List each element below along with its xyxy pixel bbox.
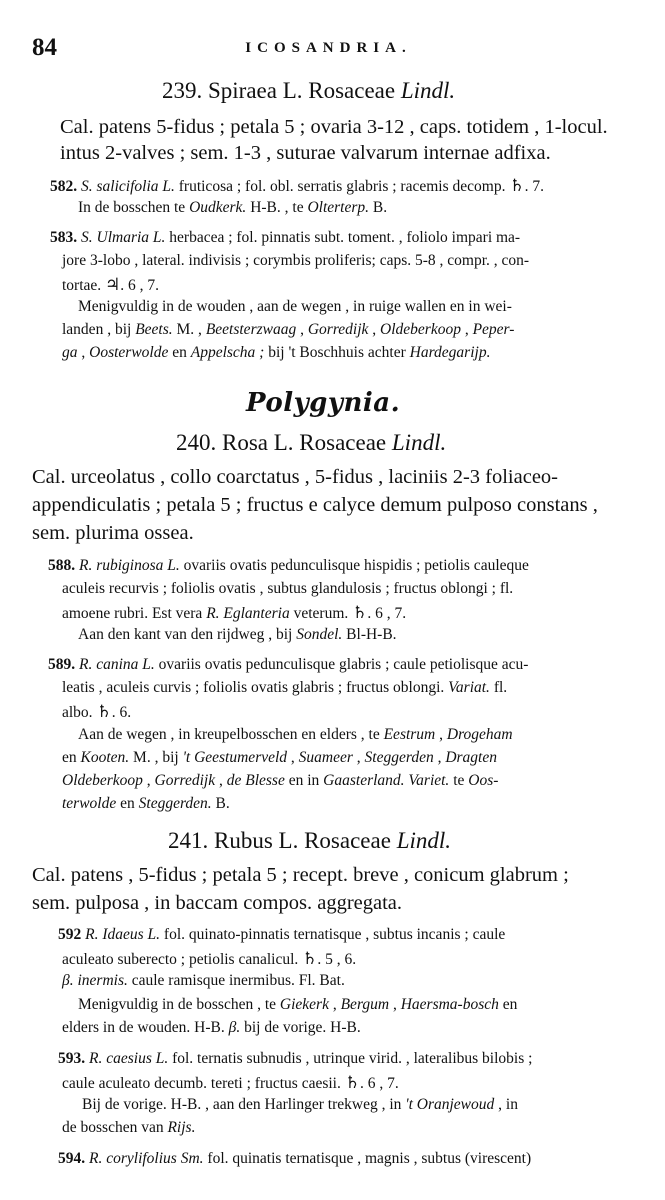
genus-title-text: 239. Spiraea L. Rosaceae xyxy=(162,78,401,103)
genus-title-text: 241. Rubus L. Rosaceae xyxy=(168,828,397,853)
species-name: R. caesius L. xyxy=(89,1050,169,1067)
shrub-symbol: ♄ xyxy=(352,603,368,622)
text: leatis , aculeis curvis ; foliolis ovatis glabris ; fructus oblongi. xyxy=(62,679,449,696)
text: te xyxy=(449,772,469,789)
species-588-line xyxy=(48,557,529,575)
text: . 6 , 7. xyxy=(367,605,407,622)
species-text: herbacea ; fol. pinnatis subt. toment. , foliolo impari ma- xyxy=(169,229,521,246)
shrub-symbol: ♄ xyxy=(302,949,318,968)
species-583-line xyxy=(62,344,490,362)
text: . 6 , 7. xyxy=(120,277,160,294)
authority: Lindl. xyxy=(400,78,456,103)
text: en xyxy=(168,344,191,361)
place-name: Gorredijk xyxy=(154,772,216,789)
genus-240-desc-line: Cal. urceolatus , collo coarctatus , 5-fidus , laciniis 2-3 foliaceo- xyxy=(32,466,558,488)
species-593-line xyxy=(82,1096,518,1114)
species-588-line xyxy=(62,603,406,623)
text: B. xyxy=(369,199,388,216)
text: Bl-H-B. xyxy=(342,626,397,643)
place-name: Hardegarijp. xyxy=(409,344,491,361)
place-name: Oudkerk. xyxy=(189,199,247,216)
text: In de bosschen te xyxy=(78,199,190,216)
text: . 5 , 6. xyxy=(317,951,357,968)
species-588-line xyxy=(78,626,397,644)
species-593-line xyxy=(62,1073,399,1093)
text: Aan de wegen , in kreupelbosschen en elders , te xyxy=(78,726,384,743)
place-name: Oosterwolde xyxy=(89,344,169,361)
place-name: Drogeham xyxy=(446,726,513,743)
species-583-line: jore 3-lobo , lateral. indivisis ; corymbis proliferis; caps. 5-8 , compr. , con- xyxy=(62,252,530,269)
species-594-line xyxy=(58,1150,531,1168)
species-name: S. Ulmaria L. xyxy=(81,229,166,246)
genus-title-text: 240. Rosa L. Rosaceae xyxy=(176,430,392,455)
species-589-line xyxy=(78,726,513,744)
genus-239-desc-line: Cal. patens 5-fidus ; petala 5 ; ovaria 3-12 , caps. totidem , 1-locul. xyxy=(60,116,608,138)
species-589-line xyxy=(62,795,230,813)
place-name: Oldeberkoop xyxy=(62,772,143,789)
text: tortae. xyxy=(62,277,106,294)
species-name: R. Eglanteria xyxy=(206,605,290,622)
species-589-line xyxy=(62,679,507,697)
text: , in xyxy=(494,1096,518,1113)
place-name: Suameer xyxy=(298,749,353,766)
text: Bij de vorige. H-B. , aan den Harlinger trekweg , in xyxy=(82,1096,406,1113)
place-name: Oldeberkoop xyxy=(380,321,461,338)
place-name: Steggerden. xyxy=(138,795,212,812)
species-name: R. canina L. xyxy=(79,656,155,673)
text: de bosschen van xyxy=(62,1119,168,1136)
place-name: Gaasterland. xyxy=(323,772,405,789)
running-title: ICOSANDRIA. xyxy=(245,40,412,56)
species-588-line: aculeis recurvis ; foliolis ovatis , subtus glandulosis ; fructus oblongi ; fl. xyxy=(62,580,514,597)
species-text: fol. quinato-pinnatis ternatisque , subtus incanis ; caule xyxy=(163,926,506,943)
text: B. xyxy=(211,795,230,812)
place-name: Steggerden xyxy=(364,749,434,766)
species-number: 592 xyxy=(58,926,82,943)
species-589-line xyxy=(62,702,131,722)
genus-239-desc-line: intus 2-valves ; sem. 1-3 , suturae valvarum internae adfixa. xyxy=(60,142,551,164)
place-name: Haersma-bosch xyxy=(400,996,499,1013)
place-name: Dragten xyxy=(445,749,497,766)
text: . 6 , 7. xyxy=(360,1075,399,1092)
genus-240-desc-line: appendiculatis ; petala 5 ; fructus e calyce demum pulposo constans , xyxy=(32,494,598,516)
species-text: ovariis ovatis pedunculisque glabris ; caule petiolisque acu- xyxy=(158,656,529,673)
species-text: . 7. xyxy=(524,178,544,195)
text: caule aculeato decumb. tereti ; fructus caesii. xyxy=(62,1075,345,1092)
species-589-line xyxy=(62,749,497,767)
text: bij de vorige. H-B. xyxy=(240,1019,361,1036)
species-592-line xyxy=(62,949,356,969)
text: en in xyxy=(284,772,324,789)
text: en xyxy=(116,795,139,812)
variety-label: Variat. xyxy=(448,679,490,696)
variety-name: β. xyxy=(228,1019,241,1036)
species-583-line xyxy=(62,275,159,295)
species-name: S. salicifolia L. xyxy=(81,178,175,195)
page-number: 84 xyxy=(32,34,57,61)
species-582-line xyxy=(78,199,387,217)
text: , xyxy=(352,749,365,766)
species-583-line xyxy=(50,229,520,247)
species-592-line xyxy=(78,996,517,1014)
genus-241-desc-line: sem. pulposa , in baccam compos. aggregata. xyxy=(32,892,403,914)
species-number: 589. xyxy=(48,656,76,673)
text: , xyxy=(328,996,341,1013)
text: . 6. xyxy=(111,704,132,721)
text: , xyxy=(435,726,447,743)
place-name: Olterterp. xyxy=(307,199,370,216)
species-582-line xyxy=(50,176,544,196)
text: fl. xyxy=(489,679,508,696)
species-589-line xyxy=(48,656,528,674)
page-header xyxy=(32,34,625,64)
place-name: ga xyxy=(62,344,78,361)
species-593-line xyxy=(62,1119,195,1137)
authority: Lindl. xyxy=(391,430,447,455)
shrub-symbol: ♄ xyxy=(344,1073,360,1092)
genus-241-title xyxy=(168,828,451,854)
text: , xyxy=(142,772,155,789)
text: Menigvuldig in de bosschen , te xyxy=(78,996,280,1013)
species-number: 594. xyxy=(58,1150,86,1167)
text: , xyxy=(389,996,401,1013)
shrub-symbol: ♄ xyxy=(509,176,525,195)
genus-239-title xyxy=(162,78,455,104)
variety-label: Variet. xyxy=(408,772,450,789)
species-592-line xyxy=(62,1019,361,1037)
text: , xyxy=(433,749,446,766)
authority: Lindl. xyxy=(396,828,452,853)
genus-240-desc-line: sem. plurima ossea. xyxy=(32,522,194,544)
place-name: 't Oranjewoud xyxy=(405,1096,495,1113)
place-name: Appelscha ; xyxy=(190,344,265,361)
place-name: Beets. xyxy=(135,321,173,338)
text: , xyxy=(287,749,299,766)
place-name: 't Geestumerveld xyxy=(182,749,288,766)
text: landen , bij xyxy=(62,321,136,338)
place-name: terwolde xyxy=(62,795,117,812)
species-text: fol. ternatis subnudis , utrinque virid. , lateralibus bilobis ; xyxy=(172,1050,533,1067)
shrub-symbol: ♄ xyxy=(96,702,112,721)
variety-name: β. inermis. xyxy=(62,972,128,989)
text: M. , xyxy=(172,321,206,338)
text: caule ramisque inermibus. Fl. Bat. xyxy=(127,972,345,989)
perennial-symbol: ♃ xyxy=(105,275,121,294)
species-592-line xyxy=(58,926,505,944)
text: amoene rubri. Est vera xyxy=(62,605,207,622)
genus-240-title xyxy=(176,430,446,456)
text: , xyxy=(215,772,227,789)
text: , xyxy=(77,344,90,361)
text: , xyxy=(368,321,381,338)
species-583-line: Menigvuldig in de wouden , aan de wegen , in ruige wallen en in wei- xyxy=(78,298,512,315)
text: aculeato suberecto ; petiolis canalicul. xyxy=(62,951,303,968)
species-589-line xyxy=(62,772,498,790)
species-text: fol. quinatis ternatisque , magnis , subtus (virescent) xyxy=(207,1150,532,1167)
species-583-line xyxy=(62,321,514,339)
species-593-line xyxy=(58,1050,532,1068)
text: H-B. , te xyxy=(246,199,308,216)
species-number: 588. xyxy=(48,557,76,574)
place-name: Giekerk xyxy=(279,996,329,1013)
text: , xyxy=(460,321,473,338)
species-name: R. Idaeus L. xyxy=(85,926,161,943)
place-name: Bergum xyxy=(340,996,390,1013)
place-name: de Blesse xyxy=(226,772,285,789)
place-name: Gorredijk xyxy=(307,321,369,338)
place-name: Kooten. xyxy=(80,749,130,766)
place-name: Beetsterzwaag xyxy=(205,321,297,338)
species-number: 583. xyxy=(50,229,78,246)
text: Aan den kant van den rijdweg , bij xyxy=(78,626,297,643)
genus-241-desc-line: Cal. patens , 5-fidus ; petala 5 ; recept. breve , conicum glabrum ; xyxy=(32,864,569,886)
text: M. , bij xyxy=(129,749,183,766)
species-592-line xyxy=(62,972,345,990)
text: bij 't Boschhuis achter xyxy=(264,344,410,361)
place-name: Oos- xyxy=(468,772,499,789)
place-name: Peper- xyxy=(472,321,515,338)
species-number: 582. xyxy=(50,178,78,195)
text: veterum. xyxy=(289,605,353,622)
species-name: R. rubiginosa L. xyxy=(79,557,180,574)
species-text: ovariis ovatis pedunculisque hispidis ; petiolis cauleque xyxy=(183,557,529,574)
species-text: fruticosa ; fol. obl. serratis glabris ; racemis decomp. xyxy=(178,178,506,195)
place-name: Sondel. xyxy=(296,626,343,643)
place-name: Rijs. xyxy=(167,1119,196,1136)
species-name: R. corylifolius Sm. xyxy=(89,1150,204,1167)
text: albo. xyxy=(62,704,97,721)
text: , xyxy=(296,321,308,338)
species-number: 593. xyxy=(58,1050,86,1067)
place-name: Eestrum xyxy=(383,726,436,743)
text: en xyxy=(498,996,518,1013)
text: en xyxy=(62,749,81,766)
text: elders in de wouden. H-B. xyxy=(62,1019,229,1036)
section-heading: Polygynia. xyxy=(246,388,401,418)
